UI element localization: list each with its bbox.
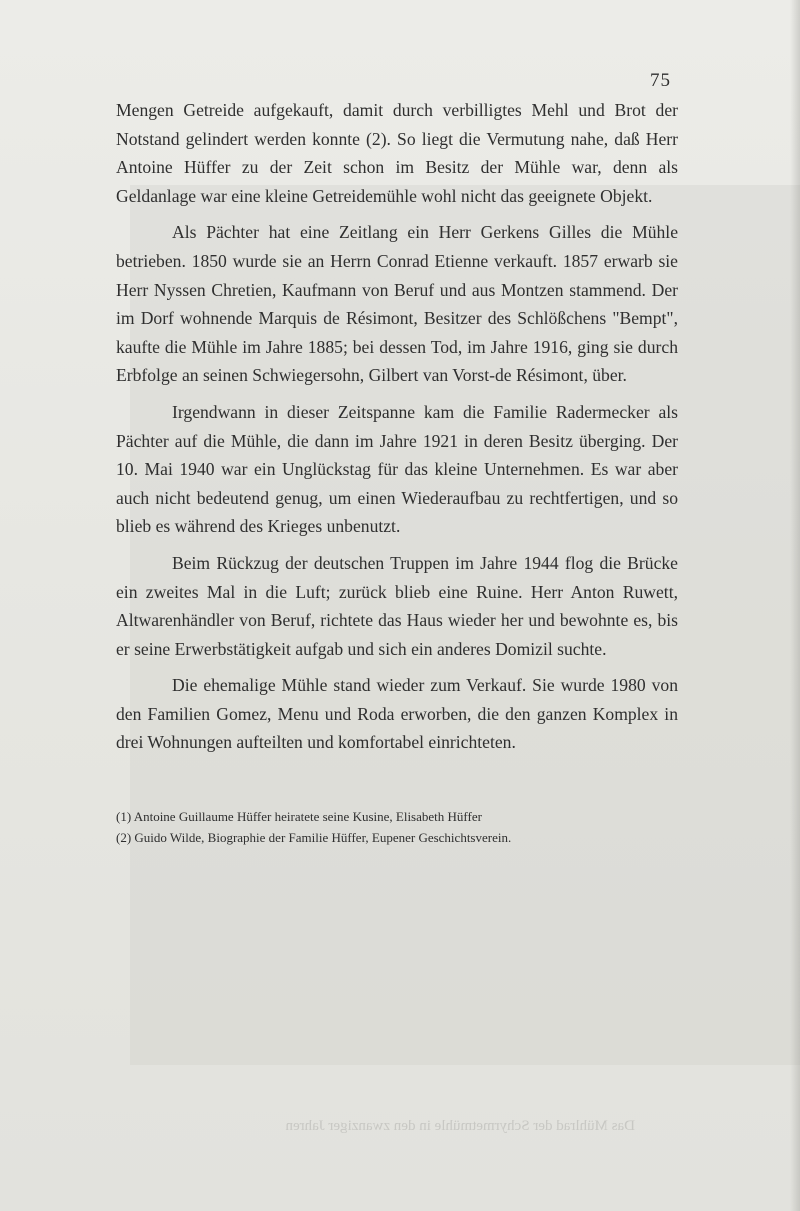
paragraph: Mengen Getreide aufgekauft, damit durch verbilligtes Mehl und Brot der Notstand gelindert werden konnte (2). So liegt die Vermutung nahe, daß Herr Antoine Hüffer zu der Zeit schon im Besitz der Mühle war, denn als Geldanlage war eine kleine Getreidemühle wohl nicht das geeignete Objekt. xyxy=(116,100,678,206)
footnote: (2) Guido Wilde, Biographie der Familie Hüffer, Eupener Geschichtsverein. xyxy=(116,830,512,845)
footnotes xyxy=(116,806,696,848)
page-edge-shadow xyxy=(790,0,800,1211)
paragraph: Die ehemalige Mühle stand wieder zum Verkauf. Sie wurde 1980 von den Familien Gomez, Menu und Roda erworben, die den ganzen Komplex in drei Wohnungen aufteilten und komfortabel einrichteten. xyxy=(116,675,678,753)
bleed-through-caption: Das Mühlrad der Schyrmetmühle in den zwanziger Jahren xyxy=(285,1118,635,1134)
paragraph: Als Pächter hat eine Zeitlang ein Herr Gerkens Gilles die Mühle betrieben. 1850 wurde sie an Herrn Conrad Etienne verkauft. 1857 erwarb sie Herr Nyssen Chretien, Kaufmann von Beruf und aus Montzen stammend. Der im Dorf wohnende Marquis de Résimont, Besitzer des Schlößchens "Bempt", kaufte die Mühle im Jahre 1885; bei dessen Tod, im Jahre 1916, ging sie durch Erbfolge an seinen Schwiegersohn, Gilbert van Vorst-de Résimont, über. xyxy=(116,222,678,386)
body-text xyxy=(116,96,678,765)
page-number: 75 xyxy=(650,70,671,91)
footnote: (1) Antoine Guillaume Hüffer heiratete seine Kusine, Elisabeth Hüffer xyxy=(116,809,482,824)
paragraph: Beim Rückzug der deutschen Truppen im Jahre 1944 flog die Brücke ein zweites Mal in die Luft; zurück blieb eine Ruine. Herr Anton Ruwett, Altwarenhändler von Beruf, richtete das Haus wieder her und bewohnte es, bis er seine Erwerbstätigkeit aufgab und sich ein anderes Domizil suchte. xyxy=(116,552,678,659)
paragraph: Irgendwann in dieser Zeitspanne kam die Familie Radermecker als Pächter auf die Mühle, die dann im Jahre 1921 in deren Besitz überging. Der 10. Mai 1940 war ein Unglückstag für das kleine Unternehmen. Es war aber auch nicht bedeutend genug, um einen Wiederaufbau zu rechtfertigen, und so blieb es während des Krieges unbenutzt. xyxy=(116,401,678,537)
